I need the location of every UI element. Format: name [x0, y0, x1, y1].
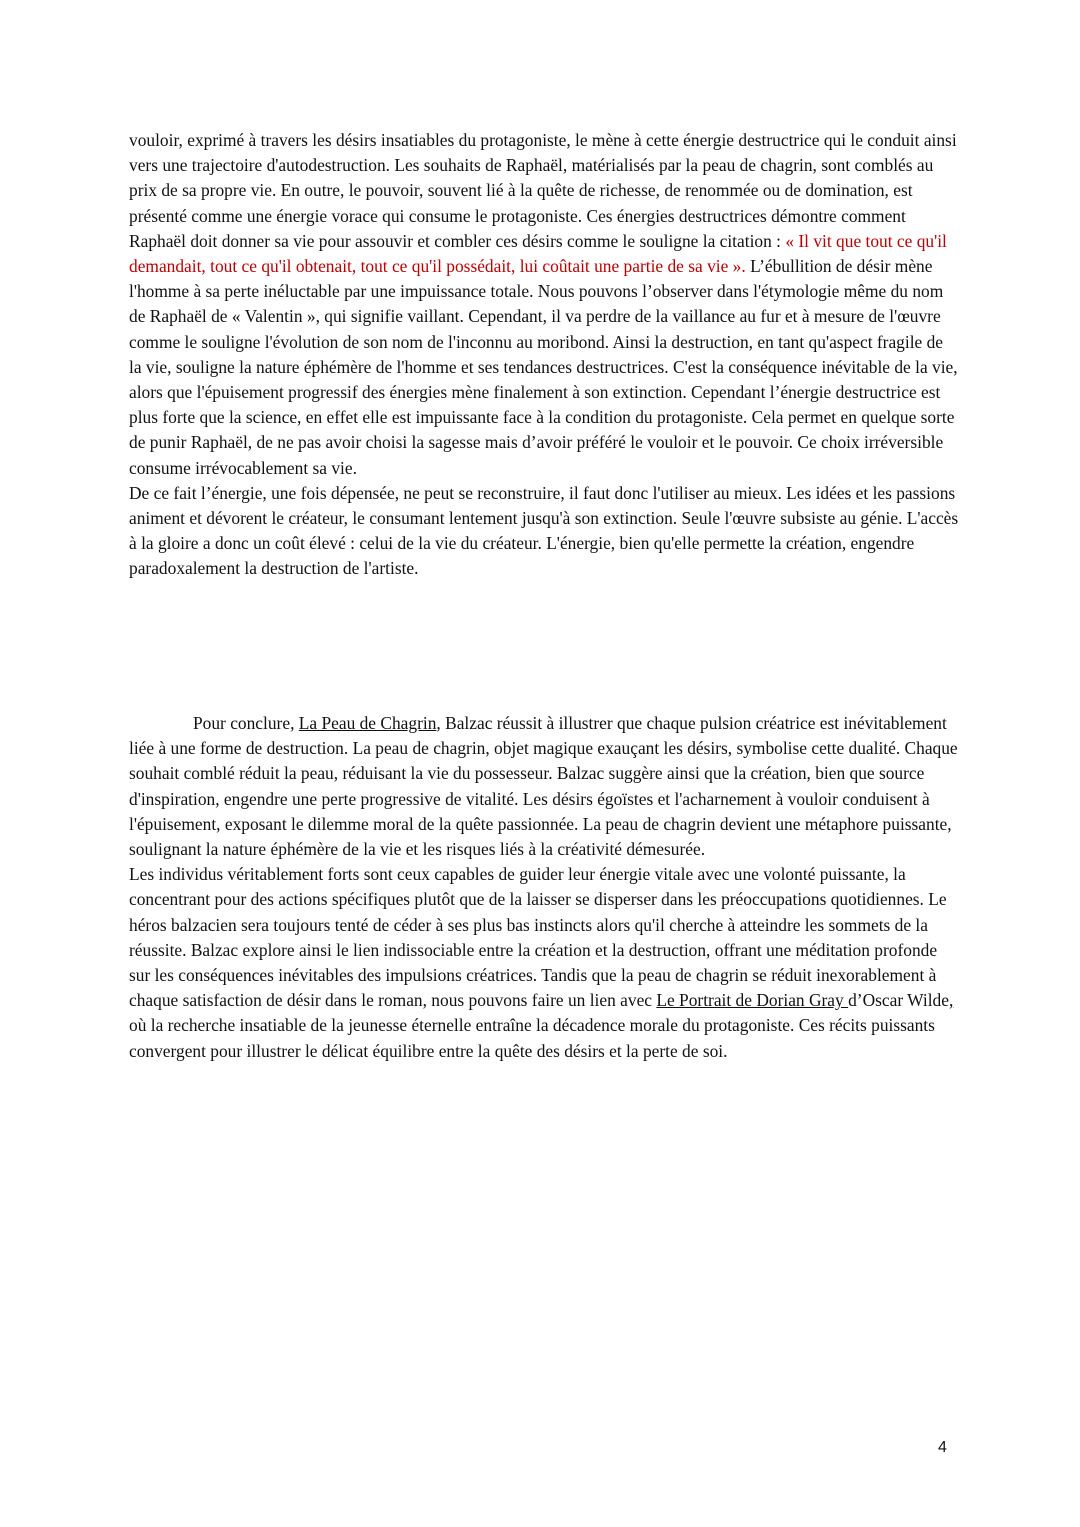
author-name: d’Oscar Wilde	[848, 990, 949, 1011]
conclusion-section	[129, 711, 959, 1064]
paragraph-text: vouloir, exprimé à travers les désirs insatiables du protagoniste, le mène à cette énergie destructrice qui le conduit ainsi vers une trajectoire d'autodestruction. Les souhaits de Raphaël, matérialisés par la peau de chagrin, sont comblés au prix de sa propre vie. En outre, le pouvoir, souvent lié à la quête de richesse, de renommée ou de domination, est présenté comme une énergie vorace qui consume le protagoniste. Ces énergies destructrices démontre comment Raphaël doit donner sa vie pour assouvir et combler ces désirs comme le souligne la citation :	[129, 130, 957, 251]
page-number: 4	[938, 1439, 947, 1456]
paragraph-destruction	[129, 128, 959, 481]
comma: ,	[948, 990, 954, 1011]
body-section	[129, 128, 959, 582]
paragraph-text: , Balzac réussit à illustrer que chaque pulsion créatrice est inévitablement liée à une forme de destruction. La peau de chagrin, objet magique exauçant les désirs, symbolise cette dualité. Chaque souhait comblé réduit la peau, réduisant la vie du possesseur. Balzac suggère ainsi que la création, bien que source d'inspiration, engendre une perte progressive de vitalité. Les désirs égoïstes et l'acharnement à vouloir conduisent à l'épuisement, exposant le dilemme moral de la quête passionnée. La peau de chagrin devient une métaphore puissante, soulignant la nature éphémère de la vie et les risques liés à la créativité démesurée.	[129, 713, 958, 860]
paragraph-text: Pour conclure,	[193, 713, 299, 733]
paragraph-opening	[129, 862, 959, 1064]
book-title-dorian-gray: Le Portrait de Dorian Gray	[656, 990, 849, 1011]
paragraph-text: Les individus véritablement forts sont ceux capables de guider leur énergie vitale avec une volonté puissante, la concentrant pour des actions spécifiques plutôt que de la laisser se disperser dans les préoccupations quotidiennes. Le héros balzacien sera toujours tenté de céder à ses plus bas instincts alors qu'il cherche à atteindre les sommets de la réussite. Balzac explore ainsi le lien indissociable entre la création et la destruction, offrant une méditation profonde sur les conséquences inévitables des impulsions créatrices. Tandis que la peau de chagrin se réduit inexorablement à chaque satisfaction de désir dans le roman, nous pouvons faire un lien avec	[129, 864, 947, 1011]
book-title-peau-de-chagrin: La Peau de Chagrin	[298, 713, 437, 733]
paragraph-text: où la recherche insatiable de la jeunesse éternelle entraîne la décadence morale du protagoniste. Ces récits puissants convergent pour illustrer le délicat équilibre entre la quête des désirs et la perte de soi.	[129, 1015, 935, 1061]
paragraph-text: L’ébullition de désir mène l'homme à sa perte inéluctable par une impuissance totale. Nous pouvons l’observer dans l'étymologie même du nom de Raphaël de « Valentin », qui signifie vaillant. Cependant, il va perdre de la vaillance au fur et à mesure de l'œuvre comme le souligne l'évolution de son nom de l'inconnu au moribond. Ainsi la destruction, en tant qu'aspect fragile de la vie, souligne la nature éphémère de l'homme et ses tendances destructrices. C'est la conséquence inévitable de la vie, alors que l'épuisement progressif des énergies mène finalement à son extinction. Cependant l’énergie destructrice est plus forte que la science, en effet elle est impuissante face à la condition du protagoniste. Cela permet en quelque sorte de punir Raphaël, de ne pas avoir choisi la sagesse mais d’avoir préféré le vouloir et le pouvoir. Ce choix irréversible consume irrévocablement sa vie.	[129, 256, 958, 478]
paragraph-conclusion	[129, 711, 959, 862]
quotation: « Il vit que tout ce qu'il demandait, tout ce qu'il obtenait, tout ce qu'il possédait, lui coûtait une partie de sa vie ».	[129, 230, 947, 277]
paragraph-energy: De ce fait l’énergie, une fois dépensée, ne peut se reconstruire, il faut donc l'utiliser au mieux. Les idées et les passions animent et dévorent le créateur, le consumant lentement jusqu'à son extinction. Seule l'œuvre subsiste au génie. L'accès à la gloire a donc un coût élevé : celui de la vie du créateur. L'énergie, bien qu'elle permette la création, engendre paradoxalement la destruction de l'artiste.	[129, 482, 959, 579]
